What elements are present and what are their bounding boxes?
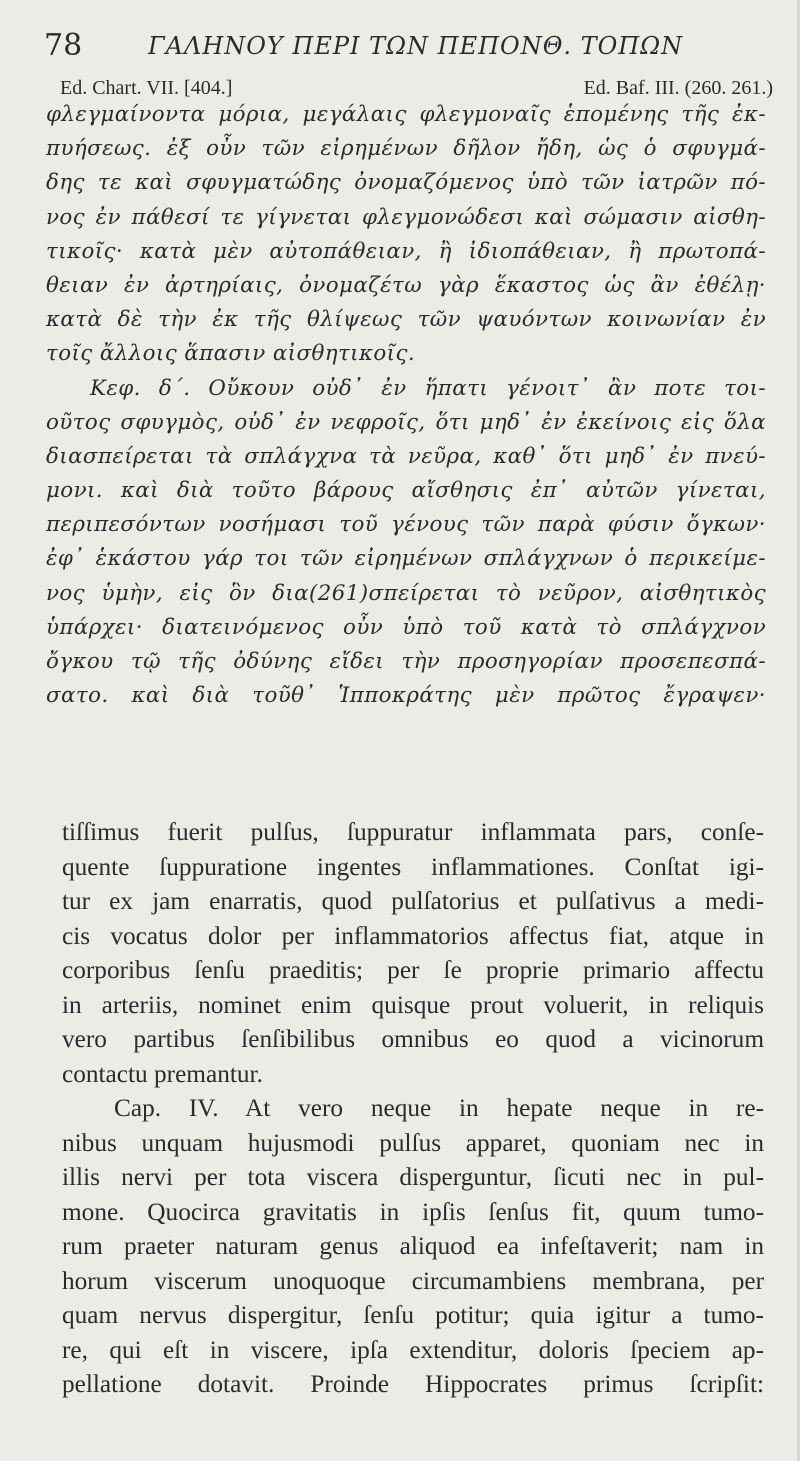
- running-title: ΓΑΛΗΝΟΥ ΠΕΡΙ ΤΩΝ ΠΕΠΟΝΘ. ΤΟΠΩΝ: [148, 32, 684, 60]
- latin-text-block: [62, 815, 764, 1402]
- greek-line: φλεγμαίνοντα μόρια, μεγάλαις φλεγμοναῖς ἑπομένης τῆς ἐκ-: [46, 102, 766, 127]
- edition-chartier: Ed. Chart. VII. [404.]: [60, 77, 233, 99]
- latin-line: pellatione dotavit. Proinde Hippocrates primus ſcripſit:: [62, 1370, 764, 1398]
- latin-line: cis vocatus dolor per inflammatorios affectus fiat, atque in: [62, 921, 764, 950]
- latin-line: illis nervi per tota viscera disperguntur, ſicuti nec in pul-: [62, 1163, 764, 1191]
- latin-line: tiſſimus fuerit pulſus, ſuppuratur inflammata pars, conſe-: [62, 818, 764, 846]
- greek-line: τικοῖς· κατὰ μὲν αὐτοπάθειαν, ἢ ἰδιοπάθειαν, ἢ πρωτοπά-: [46, 238, 766, 264]
- latin-line: contactu premantur.: [62, 1059, 263, 1088]
- greek-line: ὄγκου τῷ τῆς ὀδύνης εἴδει τὴν προσηγορίαν προσεπεσπά-: [46, 649, 766, 674]
- greek-line: δης τε καὶ σφυγματώδης ὀνομαζόμενος ὑπὸ τῶν ἰατρῶν πό-: [46, 170, 766, 196]
- latin-line: in arteriis, nominet enim quisque prout voluerit, in reliquis: [62, 990, 764, 1019]
- greek-line: τοῖς ἄλλοις ἅπασιν αἰσθητικοῖς.: [46, 341, 416, 367]
- latin-line: horum viscerum unoquoque circumambiens membrana, per: [62, 1266, 764, 1295]
- page-number: 78: [44, 28, 83, 63]
- greek-line: οῦτος σφυγμὸς, οὐδ᾽ ἐν νεφροῖς, ὅτι μηδ᾽ ἐν ἐκείνοις εἰς ὅλα: [46, 409, 766, 435]
- greek-line: ὑπάρχει· διατεινόμενος οὖν ὑπὸ τοῦ κατὰ τὸ σπλάγχνον: [46, 614, 766, 640]
- greek-line: νος ἐν πάθεσί τε γίγνεται φλεγμονώδεσι καὶ σώμασιν αἰσθη-: [46, 204, 766, 230]
- greek-text-block: [46, 98, 766, 713]
- greek-line: σατο. καὶ διὰ τοῦθ᾽ Ἱπποκράτης μὲν πρῶτος ἔγραψεν·: [46, 683, 766, 709]
- greek-line: θειαν ἐν ἀρτηρίαις, ὀνομαζέτω γὰρ ἕκαστος ὡς ἂν ἐθέλῃ·: [46, 272, 766, 298]
- latin-line: re, qui eſt in viscere, ipſa extenditur, doloris ſpeciem ap-: [62, 1335, 764, 1364]
- latin-line: nibus unquam hujusmodi pulſus apparet, quoniam nec in: [62, 1128, 764, 1157]
- latin-chapter-heading-line: Cap. IV. At vero neque in hepate neque in re-: [114, 1094, 764, 1122]
- latin-line: rum praeter naturam genus aliquod ea infeſtaverit; nam in: [62, 1232, 764, 1260]
- greek-line: κατὰ δὲ τὴν ἐκ τῆς θλίψεως τῶν ψαυόντων κοινωνίαν ἐν: [46, 307, 766, 333]
- latin-line: tur ex jam enarratis, quod pulſatorius et pulſativus a medi-: [62, 887, 764, 915]
- greek-line: περιπεσόντων νοσήμασι τοῦ γένους τῶν παρὰ φύσιν ὄγκων·: [46, 512, 766, 538]
- running-head: [44, 26, 767, 66]
- latin-line: quente ſuppuratione ingentes inflammationes. Conſtat igi-: [62, 852, 764, 881]
- latin-line: vero partibus ſenſibilibus omnibus eo quod a vicinorum: [62, 1025, 764, 1053]
- latin-line: quam nervus dispergitur, ſenſu potitur; quia igitur a tumo-: [62, 1301, 764, 1329]
- edition-basel: Ed. Baf. III. (260. 261.): [583, 77, 773, 99]
- greek-line: διασπείρεται τὰ σπλάγχνα τὰ νεῦρα, καθ᾽ ὅτι μηδ᾽ ἐν πνεύ-: [46, 443, 766, 469]
- greek-line: νος ὑμὴν, εἰς ὃν δια(261)σπείρεται τὸ νεῦρον, αἰσθητικὸς: [46, 580, 766, 606]
- latin-line: corporibus ſenſu praeditis; per ſe proprie primario affectu: [62, 956, 764, 984]
- greek-chapter-heading-line: Κεφ. δ΄. Οὔκουν οὐδ᾽ ἐν ἥπατι γένοιτ᾽ ἂν ποτε τοι-: [90, 375, 766, 401]
- greek-line: πυήσεως. ἐξ οὖν τῶν εἰρημένων δῆλον ἤδη, ὡς ὁ σφυγμά-: [46, 136, 766, 162]
- greek-line: ἐφ᾽ ἑκάστου γάρ τοι τῶν εἰρημένων σπλάγχνων ὁ περικείμε-: [46, 546, 766, 572]
- latin-line: mone. Quocirca gravitatis in ipſis ſenſus fit, quum tumo-: [62, 1197, 764, 1226]
- greek-line: μονι. καὶ διὰ τοῦτο βάρους αἴσθησις ἐπ᾽ αὐτῶν γίνεται,: [46, 478, 766, 504]
